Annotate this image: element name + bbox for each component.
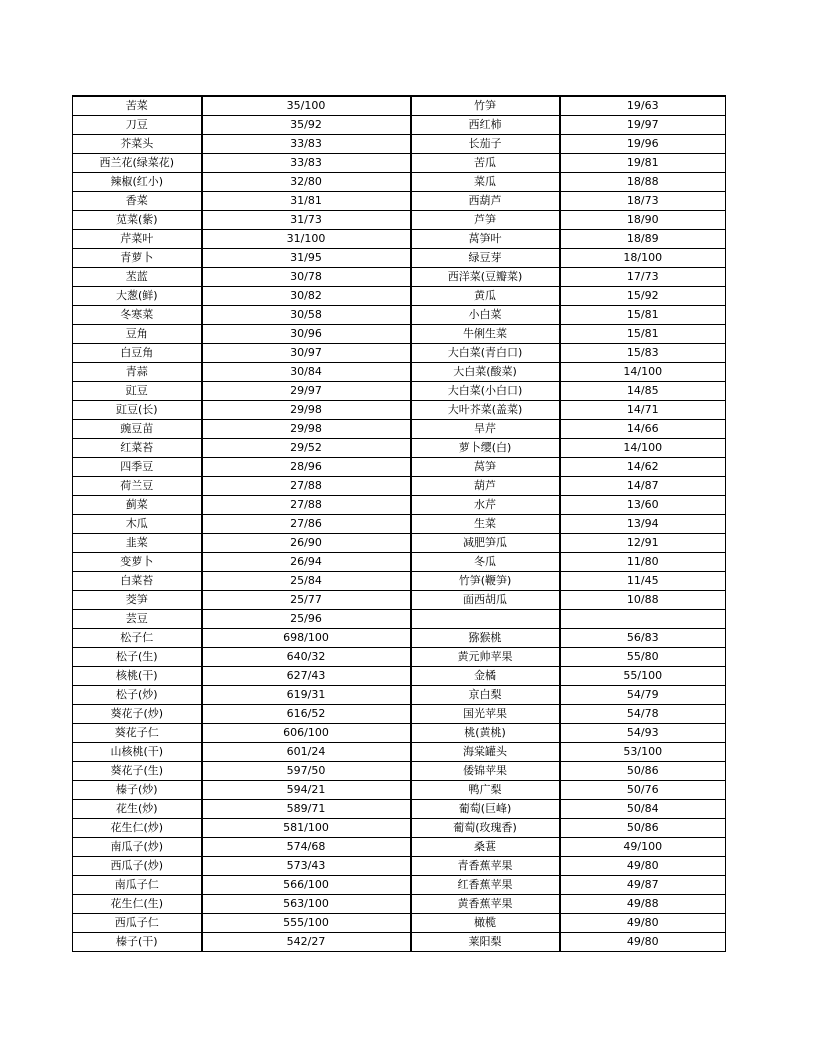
table-row [73, 686, 726, 705]
value-cell: 54/78 [560, 705, 726, 724]
food-name-cell: 南瓜子(炒) [73, 838, 202, 857]
food-name-cell: 菜瓜 [411, 173, 560, 192]
value-cell: 31/100 [202, 230, 411, 249]
value-cell: 14/100 [560, 363, 726, 382]
value-cell: 640/32 [202, 648, 411, 667]
value-cell: 30/97 [202, 344, 411, 363]
table-row [73, 857, 726, 876]
table-row [73, 325, 726, 344]
value-cell: 15/81 [560, 325, 726, 344]
food-name-cell: 青蒜 [73, 363, 202, 382]
value-cell: 29/98 [202, 420, 411, 439]
table-row [73, 667, 726, 686]
spreadsheet-page [72, 95, 726, 952]
food-name-cell: 冬瓜 [411, 553, 560, 572]
table-row [73, 230, 726, 249]
food-name-cell: 大白菜(酸菜) [411, 363, 560, 382]
value-cell: 18/89 [560, 230, 726, 249]
value-cell: 33/83 [202, 154, 411, 173]
value-cell: 581/100 [202, 819, 411, 838]
value-cell: 49/100 [560, 838, 726, 857]
food-name-cell: 桑葚 [411, 838, 560, 857]
value-cell: 31/73 [202, 211, 411, 230]
value-cell: 29/98 [202, 401, 411, 420]
food-name-cell: 苦瓜 [411, 154, 560, 173]
table-row [73, 762, 726, 781]
value-cell: 19/63 [560, 96, 726, 116]
food-name-cell: 香菜 [73, 192, 202, 211]
food-name-cell: 葡萄(巨峰) [411, 800, 560, 819]
food-name-cell: 橄榄 [411, 914, 560, 933]
food-name-cell: 花生仁(生) [73, 895, 202, 914]
table-row [73, 116, 726, 135]
food-name-cell: 苋菜(紫) [73, 211, 202, 230]
value-cell: 30/82 [202, 287, 411, 306]
value-cell: 563/100 [202, 895, 411, 914]
value-cell: 597/50 [202, 762, 411, 781]
food-name-cell: 芸豆 [73, 610, 202, 629]
table-row [73, 135, 726, 154]
table-row [73, 268, 726, 287]
food-name-cell: 莱阳梨 [411, 933, 560, 952]
value-cell: 14/66 [560, 420, 726, 439]
table-body [73, 96, 726, 952]
value-cell: 606/100 [202, 724, 411, 743]
food-name-cell: 葵花子仁 [73, 724, 202, 743]
food-name-cell: 葵花子(炒) [73, 705, 202, 724]
table-row [73, 477, 726, 496]
value-cell: 13/60 [560, 496, 726, 515]
value-cell: 31/81 [202, 192, 411, 211]
value-cell: 11/45 [560, 572, 726, 591]
food-name-cell: 大白菜(青白口) [411, 344, 560, 363]
food-name-cell: 豆角 [73, 325, 202, 344]
food-name-cell: 核桃(干) [73, 667, 202, 686]
value-cell: 54/79 [560, 686, 726, 705]
value-cell: 50/86 [560, 819, 726, 838]
value-cell: 574/68 [202, 838, 411, 857]
table-row [73, 800, 726, 819]
value-cell: 55/100 [560, 667, 726, 686]
food-name-cell: 豌豆苗 [73, 420, 202, 439]
food-name-cell: 猕猴桃 [411, 629, 560, 648]
value-cell: 601/24 [202, 743, 411, 762]
value-cell: 54/93 [560, 724, 726, 743]
table-row [73, 344, 726, 363]
food-name-cell: 大白菜(小白口) [411, 382, 560, 401]
food-name-cell: 荷兰豆 [73, 477, 202, 496]
food-name-cell: 大葱(鲜) [73, 287, 202, 306]
value-cell: 26/90 [202, 534, 411, 553]
food-name-cell: 大叶芥菜(盖菜) [411, 401, 560, 420]
food-name-cell: 海棠罐头 [411, 743, 560, 762]
value-cell: 49/88 [560, 895, 726, 914]
value-cell: 50/86 [560, 762, 726, 781]
value-cell: 18/88 [560, 173, 726, 192]
value-cell: 25/96 [202, 610, 411, 629]
food-name-cell: 葡萄(玫瑰香) [411, 819, 560, 838]
value-cell: 29/97 [202, 382, 411, 401]
food-name-cell: 黄香蕉苹果 [411, 895, 560, 914]
value-cell: 589/71 [202, 800, 411, 819]
food-name-cell [411, 610, 560, 629]
food-name-cell: 豇豆 [73, 382, 202, 401]
table-row [73, 781, 726, 800]
value-cell: 30/84 [202, 363, 411, 382]
food-name-cell: 辣椒(红小) [73, 173, 202, 192]
food-name-cell: 水芹 [411, 496, 560, 515]
value-cell: 18/100 [560, 249, 726, 268]
food-name-cell: 花生(炒) [73, 800, 202, 819]
value-cell: 49/80 [560, 933, 726, 952]
table-row [73, 249, 726, 268]
food-name-cell: 芹菜叶 [73, 230, 202, 249]
food-name-cell: 生菜 [411, 515, 560, 534]
food-name-cell: 蓟菜 [73, 496, 202, 515]
value-cell: 31/95 [202, 249, 411, 268]
food-name-cell: 榛子(炒) [73, 781, 202, 800]
value-cell: 14/71 [560, 401, 726, 420]
food-name-cell: 红香蕉苹果 [411, 876, 560, 895]
value-cell: 11/80 [560, 553, 726, 572]
food-name-cell: 松子(炒) [73, 686, 202, 705]
table-row [73, 591, 726, 610]
food-name-cell: 黄瓜 [411, 287, 560, 306]
food-name-cell: 花生仁(炒) [73, 819, 202, 838]
table-row [73, 914, 726, 933]
value-cell: 698/100 [202, 629, 411, 648]
table-row [73, 96, 726, 116]
value-cell: 10/88 [560, 591, 726, 610]
food-name-cell: 西瓜子仁 [73, 914, 202, 933]
food-name-cell: 木瓜 [73, 515, 202, 534]
value-cell: 19/97 [560, 116, 726, 135]
value-cell: 27/88 [202, 477, 411, 496]
table-row [73, 724, 726, 743]
food-name-cell: 桃(黄桃) [411, 724, 560, 743]
table-row [73, 363, 726, 382]
value-cell: 49/80 [560, 914, 726, 933]
food-name-cell: 旱芹 [411, 420, 560, 439]
food-data-table [72, 95, 726, 952]
value-cell: 13/94 [560, 515, 726, 534]
table-row [73, 306, 726, 325]
food-name-cell: 金橘 [411, 667, 560, 686]
value-cell: 14/62 [560, 458, 726, 477]
value-cell: 627/43 [202, 667, 411, 686]
food-name-cell: 南瓜子仁 [73, 876, 202, 895]
food-name-cell: 西兰花(绿菜花) [73, 154, 202, 173]
table-row [73, 496, 726, 515]
value-cell: 18/90 [560, 211, 726, 230]
food-name-cell: 莴笋 [411, 458, 560, 477]
food-name-cell: 国光苹果 [411, 705, 560, 724]
value-cell: 15/92 [560, 287, 726, 306]
table-row [73, 876, 726, 895]
value-cell: 14/87 [560, 477, 726, 496]
food-name-cell: 韭菜 [73, 534, 202, 553]
food-name-cell: 苤蓝 [73, 268, 202, 287]
table-row [73, 933, 726, 952]
table-row [73, 458, 726, 477]
value-cell: 55/80 [560, 648, 726, 667]
value-cell: 35/100 [202, 96, 411, 116]
value-cell: 49/80 [560, 857, 726, 876]
food-name-cell: 京白梨 [411, 686, 560, 705]
food-name-cell: 白菜苔 [73, 572, 202, 591]
food-name-cell: 红菜苔 [73, 439, 202, 458]
value-cell: 15/81 [560, 306, 726, 325]
food-name-cell: 减肥笋瓜 [411, 534, 560, 553]
food-name-cell: 刀豆 [73, 116, 202, 135]
value-cell: 12/91 [560, 534, 726, 553]
table-row [73, 572, 726, 591]
value-cell: 50/76 [560, 781, 726, 800]
value-cell: 555/100 [202, 914, 411, 933]
food-name-cell: 芥菜头 [73, 135, 202, 154]
table-row [73, 553, 726, 572]
food-name-cell: 西瓜子(炒) [73, 857, 202, 876]
table-row [73, 211, 726, 230]
food-name-cell: 白豆角 [73, 344, 202, 363]
value-cell [560, 610, 726, 629]
food-name-cell: 青萝卜 [73, 249, 202, 268]
food-name-cell: 葫芦 [411, 477, 560, 496]
table-row [73, 610, 726, 629]
table-row [73, 287, 726, 306]
value-cell: 25/84 [202, 572, 411, 591]
food-name-cell: 葵花子(生) [73, 762, 202, 781]
food-name-cell: 面西胡瓜 [411, 591, 560, 610]
table-row [73, 534, 726, 553]
table-row [73, 743, 726, 762]
food-name-cell: 变萝卜 [73, 553, 202, 572]
value-cell: 27/86 [202, 515, 411, 534]
food-name-cell: 小白菜 [411, 306, 560, 325]
value-cell: 29/52 [202, 439, 411, 458]
food-name-cell: 鸭广梨 [411, 781, 560, 800]
table-row [73, 420, 726, 439]
value-cell: 35/92 [202, 116, 411, 135]
value-cell: 33/83 [202, 135, 411, 154]
value-cell: 619/31 [202, 686, 411, 705]
value-cell: 30/78 [202, 268, 411, 287]
value-cell: 26/94 [202, 553, 411, 572]
food-name-cell: 竹笋(鞭笋) [411, 572, 560, 591]
table-row [73, 705, 726, 724]
value-cell: 30/96 [202, 325, 411, 344]
value-cell: 56/83 [560, 629, 726, 648]
food-name-cell: 苦菜 [73, 96, 202, 116]
value-cell: 30/58 [202, 306, 411, 325]
value-cell: 15/83 [560, 344, 726, 363]
table-row [73, 895, 726, 914]
food-name-cell: 青香蕉苹果 [411, 857, 560, 876]
value-cell: 27/88 [202, 496, 411, 515]
food-name-cell: 萝卜缨(白) [411, 439, 560, 458]
table-row [73, 192, 726, 211]
table-row [73, 401, 726, 420]
food-name-cell: 绿豆芽 [411, 249, 560, 268]
table-row [73, 515, 726, 534]
food-name-cell: 莴笋叶 [411, 230, 560, 249]
value-cell: 594/21 [202, 781, 411, 800]
food-name-cell: 茭笋 [73, 591, 202, 610]
value-cell: 19/96 [560, 135, 726, 154]
food-name-cell: 牛俐生菜 [411, 325, 560, 344]
food-name-cell: 竹笋 [411, 96, 560, 116]
food-name-cell: 山核桃(干) [73, 743, 202, 762]
table-row [73, 439, 726, 458]
food-name-cell: 芦笋 [411, 211, 560, 230]
value-cell: 542/27 [202, 933, 411, 952]
value-cell: 14/100 [560, 439, 726, 458]
food-name-cell: 四季豆 [73, 458, 202, 477]
food-name-cell: 黄元帅苹果 [411, 648, 560, 667]
value-cell: 573/43 [202, 857, 411, 876]
food-name-cell: 西洋菜(豆瓣菜) [411, 268, 560, 287]
food-name-cell: 西红柿 [411, 116, 560, 135]
table-row [73, 154, 726, 173]
value-cell: 25/77 [202, 591, 411, 610]
value-cell: 32/80 [202, 173, 411, 192]
food-name-cell: 长茄子 [411, 135, 560, 154]
table-row [73, 648, 726, 667]
food-name-cell: 倭锦苹果 [411, 762, 560, 781]
table-row [73, 382, 726, 401]
table-row [73, 819, 726, 838]
value-cell: 616/52 [202, 705, 411, 724]
value-cell: 18/73 [560, 192, 726, 211]
food-name-cell: 松子仁 [73, 629, 202, 648]
food-name-cell: 榛子(干) [73, 933, 202, 952]
food-name-cell: 松子(生) [73, 648, 202, 667]
value-cell: 566/100 [202, 876, 411, 895]
value-cell: 50/84 [560, 800, 726, 819]
food-name-cell: 西葫芦 [411, 192, 560, 211]
food-name-cell: 豇豆(长) [73, 401, 202, 420]
value-cell: 53/100 [560, 743, 726, 762]
value-cell: 19/81 [560, 154, 726, 173]
table-row [73, 838, 726, 857]
value-cell: 49/87 [560, 876, 726, 895]
value-cell: 17/73 [560, 268, 726, 287]
food-name-cell: 冬寒菜 [73, 306, 202, 325]
table-row [73, 173, 726, 192]
table-row [73, 629, 726, 648]
value-cell: 28/96 [202, 458, 411, 477]
value-cell: 14/85 [560, 382, 726, 401]
